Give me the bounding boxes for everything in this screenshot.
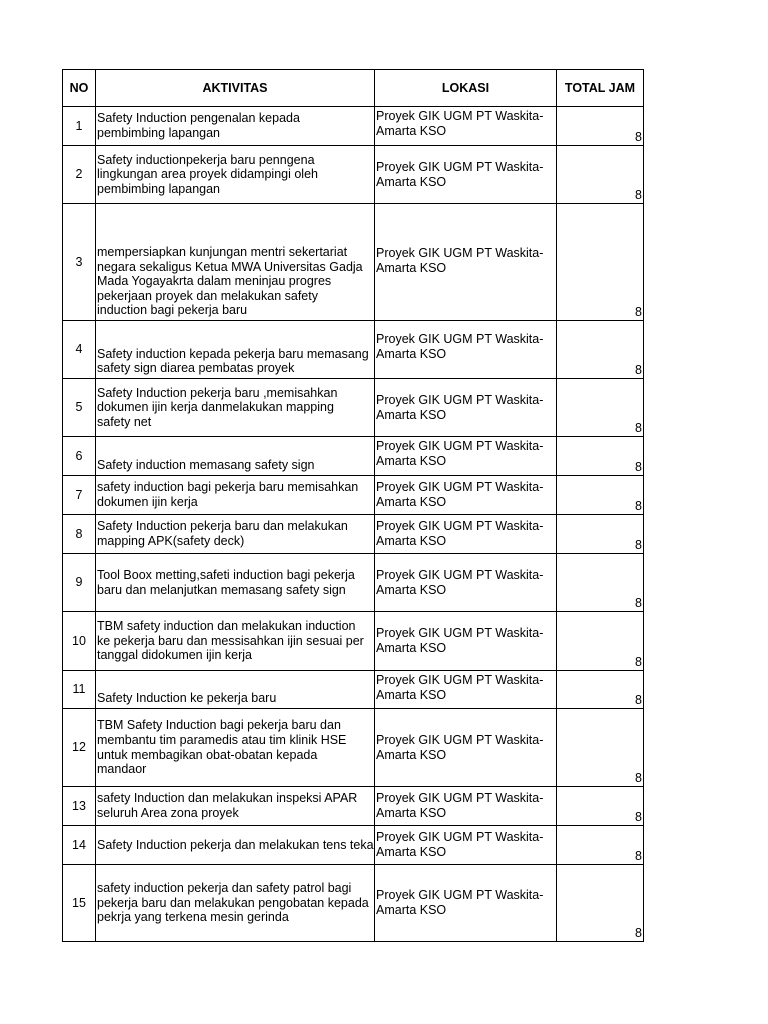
- lokasi-line: Amarta KSO: [376, 806, 447, 820]
- table-row: [63, 787, 644, 826]
- cell-lokasi: [375, 107, 557, 146]
- aktivitas-line: mandaor: [97, 762, 147, 777]
- aktivitas-line: pekerjaan proyek dan melakukan safety: [97, 288, 318, 303]
- aktivitas-line: Mada Yogayakrta dalam meninjau progres: [97, 274, 332, 289]
- aktivitas-line: ke pekerja baru dan messisahkan ijin sesuai per: [97, 633, 364, 648]
- cell-no: 11: [63, 671, 96, 709]
- cell-no: 1: [63, 107, 96, 146]
- lokasi-line: Amarta KSO: [376, 845, 447, 859]
- lokasi-line: Proyek GIK UGM PT Waskita-: [376, 109, 544, 123]
- aktivitas-line: TBM Safety Induction bagi pekerja baru dan: [97, 718, 341, 733]
- cell-aktivitas: [96, 709, 375, 787]
- cell-lokasi: [375, 476, 557, 515]
- cell-no: 12: [63, 709, 96, 787]
- column-header-no: NO: [63, 70, 96, 107]
- lokasi-line: Amarta KSO: [376, 346, 447, 361]
- cell-total-jam: 8: [557, 437, 644, 476]
- lokasi-line: Proyek GIK UGM PT Waskita-: [376, 567, 544, 582]
- aktivitas-line: lingkungan area proyek didampingi oleh: [97, 167, 318, 182]
- aktivitas-line: safety induction bagi pekerja baru memisahkan: [97, 480, 359, 495]
- aktivitas-line: pekerja baru dan melakukan pengobatan kepada: [97, 895, 369, 910]
- lokasi-line: Amarta KSO: [376, 174, 447, 189]
- cell-total-jam: 8: [557, 671, 644, 709]
- aktivitas-line: Safety inductionpekerja baru penngena: [97, 152, 315, 167]
- lokasi-line: Amarta KSO: [376, 453, 447, 468]
- lokasi-line: Amarta KSO: [376, 407, 447, 422]
- cell-no: 4: [63, 321, 96, 379]
- aktivitas-line: mapping APK(safety deck): [97, 534, 245, 548]
- lokasi-line: Amarta KSO: [376, 582, 447, 597]
- lokasi-line: Proyek GIK UGM PT Waskita-: [376, 519, 544, 534]
- cell-lokasi: [375, 379, 557, 437]
- lokasi-line: Amarta KSO: [376, 495, 447, 509]
- cell-aktivitas: [96, 515, 375, 554]
- aktivitas-line: negara sekaligus Ketua MWA Universitas Gadja: [97, 259, 363, 274]
- table-row: [63, 826, 644, 865]
- cell-aktivitas: [96, 379, 375, 437]
- aktivitas-line: dokumen ijin kerja: [97, 495, 198, 509]
- cell-total-jam: 8: [557, 476, 644, 515]
- cell-no: 7: [63, 476, 96, 515]
- aktivitas-line: mempersiapkan kunjungan mentri sekertariat: [97, 245, 348, 260]
- aktivitas-line: pembimbing lapangan: [97, 181, 221, 196]
- cell-lokasi: [375, 826, 557, 865]
- cell-aktivitas: [96, 107, 375, 146]
- column-header-aktivitas: AKTIVITAS: [96, 70, 375, 107]
- cell-lokasi: [375, 146, 557, 204]
- lokasi-line: Proyek GIK UGM PT Waskita-: [376, 392, 544, 407]
- cell-aktivitas: [96, 554, 375, 612]
- cell-aktivitas: [96, 146, 375, 204]
- cell-lokasi: [375, 612, 557, 671]
- table-body: [63, 107, 644, 942]
- cell-aktivitas: [96, 476, 375, 515]
- cell-no: 10: [63, 612, 96, 671]
- cell-aktivitas: [96, 612, 375, 671]
- cell-lokasi: [375, 554, 557, 612]
- lokasi-line: Proyek GIK UGM PT Waskita-: [376, 246, 544, 260]
- cell-total-jam: 8: [557, 146, 644, 204]
- table-header-row: [63, 70, 644, 107]
- aktivitas-line: induction bagi pekerja baru: [97, 303, 248, 318]
- cell-total-jam: 8: [557, 865, 644, 942]
- cell-lokasi: [375, 437, 557, 476]
- aktivitas-line: Safety Induction ke pekerja baru: [97, 691, 277, 706]
- table-row: [63, 107, 644, 146]
- cell-no: 9: [63, 554, 96, 612]
- cell-no: 6: [63, 437, 96, 476]
- cell-total-jam: 8: [557, 826, 644, 865]
- lokasi-line: Proyek GIK UGM PT Waskita-: [376, 830, 544, 845]
- lokasi-line: Proyek GIK UGM PT Waskita-: [376, 673, 544, 687]
- table-row: [63, 146, 644, 204]
- table-row: [63, 437, 644, 476]
- table-row: [63, 379, 644, 437]
- cell-total-jam: 8: [557, 379, 644, 437]
- table-row: [63, 204, 644, 321]
- aktivitas-line: pekrja yang terkena mesin gerinda: [97, 910, 289, 925]
- lokasi-line: Proyek GIK UGM PT Waskita-: [376, 791, 544, 806]
- cell-total-jam: 8: [557, 554, 644, 612]
- lokasi-line: Amarta KSO: [376, 687, 447, 702]
- aktivitas-line: Safety induction kepada pekerja baru memasang: [97, 346, 369, 361]
- table-row: [63, 709, 644, 787]
- cell-aktivitas: [96, 787, 375, 826]
- cell-no: 8: [63, 515, 96, 554]
- aktivitas-line: membantu tim paramedis atau tim klinik HSE: [97, 732, 347, 747]
- lokasi-line: Amarta KSO: [376, 747, 447, 762]
- aktivitas-line: safety sign diarea pembatas proyek: [97, 361, 295, 376]
- lokasi-line: Proyek GIK UGM PT Waskita-: [376, 732, 544, 747]
- cell-total-jam: 8: [557, 787, 644, 826]
- lokasi-line: Proyek GIK UGM PT Waskita-: [376, 439, 544, 453]
- cell-no: 5: [63, 379, 96, 437]
- cell-lokasi: [375, 515, 557, 554]
- cell-aktivitas: [96, 826, 375, 865]
- cell-no: 13: [63, 787, 96, 826]
- lokasi-line: Amarta KSO: [376, 903, 447, 917]
- cell-lokasi: [375, 787, 557, 826]
- cell-no: 14: [63, 826, 96, 865]
- cell-lokasi: [375, 865, 557, 942]
- cell-aktivitas: [96, 321, 375, 379]
- table-row: [63, 554, 644, 612]
- cell-aktivitas: [96, 671, 375, 709]
- cell-lokasi: [375, 204, 557, 321]
- lokasi-line: Amarta KSO: [376, 534, 447, 548]
- aktivitas-line: pembimbing lapangan: [97, 126, 221, 140]
- aktivitas-line: baru dan melanjutkan memasang safety sign: [97, 582, 346, 597]
- aktivitas-line: Safety Induction pekerja baru dan melakukan: [97, 519, 348, 534]
- lokasi-line: Proyek GIK UGM PT Waskita-: [376, 888, 544, 903]
- cell-total-jam: 8: [557, 321, 644, 379]
- cell-aktivitas: [96, 204, 375, 321]
- cell-no: 3: [63, 204, 96, 321]
- lokasi-line: Proyek GIK UGM PT Waskita-: [376, 480, 544, 495]
- cell-aktivitas: [96, 437, 375, 476]
- aktivitas-line: dokumen ijin kerja danmelakukan mapping: [97, 400, 334, 415]
- aktivitas-line: untuk membagikan obat-obatan kepada: [97, 747, 318, 762]
- table-row: [63, 476, 644, 515]
- aktivitas-line: safety induction pekerja dan safety patrol bagi: [97, 881, 352, 896]
- lokasi-line: Amarta KSO: [376, 641, 447, 655]
- cell-total-jam: 8: [557, 612, 644, 671]
- aktivitas-line: Safety Induction pengenalan kepada: [97, 111, 300, 126]
- column-header-total-jam: TOTAL JAM: [557, 70, 644, 107]
- table-row: [63, 865, 644, 942]
- cell-lokasi: [375, 709, 557, 787]
- lokasi-line: Proyek GIK UGM PT Waskita-: [376, 159, 544, 174]
- aktivitas-line: Safety Induction pekerja baru ,memisahkan: [97, 385, 338, 400]
- lokasi-line: Proyek GIK UGM PT Waskita-: [376, 332, 544, 346]
- aktivitas-line: tanggal didokumen ijin kerja: [97, 648, 252, 663]
- lokasi-line: Amarta KSO: [376, 260, 447, 275]
- aktivitas-line: TBM safety induction dan melakukan induction: [97, 619, 356, 634]
- aktivitas-line: Safety Induction pekerja dan melakukan tens teka: [97, 837, 374, 852]
- cell-total-jam: 8: [557, 107, 644, 146]
- aktivitas-line: safety Induction dan melakukan inspeksi APAR: [97, 791, 358, 806]
- cell-lokasi: [375, 321, 557, 379]
- cell-no: 15: [63, 865, 96, 942]
- activity-log-table: [62, 69, 644, 942]
- column-header-lokasi: LOKASI: [375, 70, 557, 107]
- table-row: [63, 671, 644, 709]
- table-row: [63, 321, 644, 379]
- cell-aktivitas: [96, 865, 375, 942]
- table-row: [63, 612, 644, 671]
- aktivitas-line: seluruh Area zona proyek: [97, 806, 239, 820]
- cell-total-jam: 8: [557, 204, 644, 321]
- aktivitas-line: Tool Boox metting,safeti induction bagi pekerja: [97, 567, 355, 582]
- cell-total-jam: 8: [557, 709, 644, 787]
- table-row: [63, 515, 644, 554]
- aktivitas-line: safety net: [97, 414, 152, 429]
- lokasi-line: Proyek GIK UGM PT Waskita-: [376, 626, 544, 641]
- lokasi-line: Amarta KSO: [376, 123, 447, 138]
- aktivitas-line: Safety induction memasang safety sign: [97, 458, 315, 473]
- cell-no: 2: [63, 146, 96, 204]
- cell-total-jam: 8: [557, 515, 644, 554]
- cell-lokasi: [375, 671, 557, 709]
